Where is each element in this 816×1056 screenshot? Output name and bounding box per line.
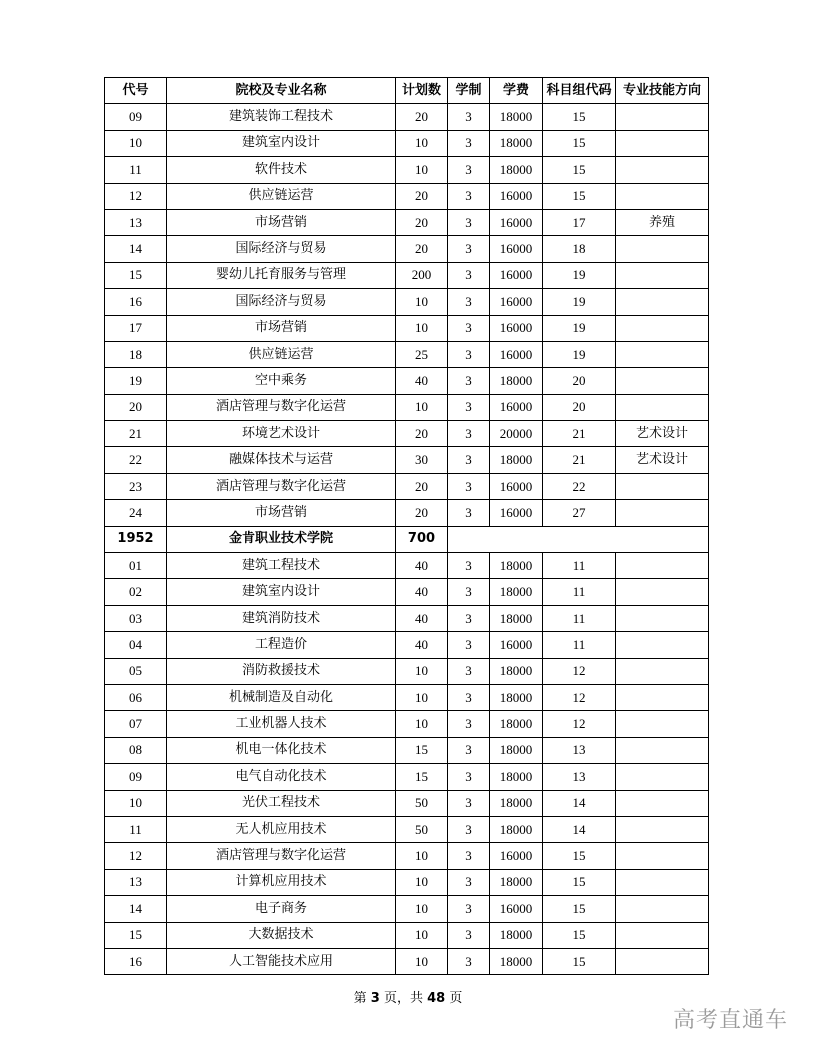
major-code: 13 [105,869,167,895]
major-group-code: 17 [543,209,616,235]
major-years: 3 [448,737,490,763]
major-code: 16 [105,289,167,315]
major-group-code: 27 [543,500,616,526]
major-code: 16 [105,948,167,974]
table-body [105,104,709,975]
major-fee: 18000 [490,447,543,473]
table-row [105,183,709,209]
major-years: 3 [448,922,490,948]
major-group-code: 21 [543,421,616,447]
major-years: 3 [448,473,490,499]
major-years: 3 [448,684,490,710]
major-fee: 16000 [490,236,543,262]
major-code: 07 [105,711,167,737]
major-code: 09 [105,764,167,790]
table-row [105,869,709,895]
table-row [105,922,709,948]
major-years: 3 [448,632,490,658]
table-row [105,394,709,420]
major-group-code: 11 [543,605,616,631]
major-years: 3 [448,289,490,315]
table-row [105,711,709,737]
major-skill-direction [616,764,709,790]
major-fee: 16000 [490,500,543,526]
major-fee: 18000 [490,816,543,842]
table-row [105,236,709,262]
major-years: 3 [448,394,490,420]
major-skill-direction [616,658,709,684]
major-plan: 10 [396,130,448,156]
header-years: 学制 [448,78,490,104]
major-group-code: 14 [543,790,616,816]
major-name: 计算机应用技术 [167,869,396,895]
major-skill-direction [616,289,709,315]
major-plan: 10 [396,289,448,315]
major-name: 市场营销 [167,500,396,526]
major-name: 工业机器人技术 [167,711,396,737]
table-row [105,262,709,288]
major-years: 3 [448,579,490,605]
major-years: 3 [448,209,490,235]
major-group-code: 11 [543,579,616,605]
major-plan: 10 [396,157,448,183]
major-name: 光伏工程技术 [167,790,396,816]
major-fee: 16000 [490,843,543,869]
major-fee: 18000 [490,658,543,684]
major-plan: 20 [396,104,448,130]
major-years: 3 [448,262,490,288]
major-years: 3 [448,447,490,473]
major-skill-direction [616,183,709,209]
major-group-code: 19 [543,289,616,315]
major-group-code: 15 [543,869,616,895]
major-fee: 18000 [490,684,543,710]
table-row [105,579,709,605]
major-skill-direction [616,896,709,922]
major-skill-direction [616,922,709,948]
major-years: 3 [448,130,490,156]
table-row [105,447,709,473]
major-years: 3 [448,869,490,895]
major-code: 01 [105,553,167,579]
major-plan: 30 [396,447,448,473]
major-skill-direction [616,790,709,816]
major-group-code: 21 [543,447,616,473]
major-name: 酒店管理与数字化运营 [167,473,396,499]
major-name: 市场营销 [167,315,396,341]
major-group-code: 12 [543,658,616,684]
major-code: 18 [105,341,167,367]
major-years: 3 [448,421,490,447]
major-years: 3 [448,605,490,631]
major-code: 12 [105,843,167,869]
major-fee: 16000 [490,289,543,315]
major-group-code: 19 [543,262,616,288]
major-years: 3 [448,843,490,869]
footer-middle: 页，共 [379,991,428,1006]
major-years: 3 [448,790,490,816]
major-group-code: 15 [543,183,616,209]
major-skill-direction [616,816,709,842]
major-name: 国际经济与贸易 [167,289,396,315]
major-code: 06 [105,684,167,710]
school-code: 1952 [105,526,167,552]
table-row [105,605,709,631]
major-skill-direction [616,157,709,183]
major-name: 国际经济与贸易 [167,236,396,262]
major-years: 3 [448,896,490,922]
major-skill-direction: 艺术设计 [616,421,709,447]
major-skill-direction [616,130,709,156]
major-name: 电子商务 [167,896,396,922]
major-fee: 16000 [490,209,543,235]
major-fee: 18000 [490,579,543,605]
major-group-code: 20 [543,368,616,394]
major-plan: 10 [396,896,448,922]
major-code: 13 [105,209,167,235]
table-row [105,790,709,816]
major-skill-direction [616,262,709,288]
table-row [105,737,709,763]
major-skill-direction [616,843,709,869]
major-code: 22 [105,447,167,473]
table-row [105,896,709,922]
major-group-code: 15 [543,922,616,948]
school-row [105,526,709,552]
major-code: 05 [105,658,167,684]
table-row [105,104,709,130]
major-name: 建筑室内设计 [167,130,396,156]
major-fee: 18000 [490,922,543,948]
major-name: 大数据技术 [167,922,396,948]
major-plan: 40 [396,632,448,658]
enrollment-plan-table [104,77,709,975]
major-fee: 18000 [490,104,543,130]
major-years: 3 [448,183,490,209]
major-name: 电气自动化技术 [167,764,396,790]
major-fee: 16000 [490,315,543,341]
major-plan: 40 [396,553,448,579]
major-name: 空中乘务 [167,368,396,394]
footer-total-pages: 48 [427,991,446,1006]
header-code: 代号 [105,78,167,104]
major-skill-direction [616,500,709,526]
header-name: 院校及专业名称 [167,78,396,104]
header-skill: 专业技能方向 [616,78,709,104]
major-name: 软件技术 [167,157,396,183]
major-fee: 18000 [490,553,543,579]
table-row [105,500,709,526]
table-row [105,658,709,684]
major-skill-direction [616,632,709,658]
major-years: 3 [448,368,490,394]
major-name: 机电一体化技术 [167,737,396,763]
footer-prefix: 第 [353,991,371,1006]
major-code: 11 [105,816,167,842]
major-fee: 18000 [490,869,543,895]
header-fee: 学费 [490,78,543,104]
major-group-code: 14 [543,816,616,842]
major-skill-direction [616,684,709,710]
major-skill-direction [616,473,709,499]
major-skill-direction [616,553,709,579]
header-group: 科目组代码 [543,78,616,104]
major-group-code: 19 [543,341,616,367]
table-row [105,553,709,579]
major-plan: 50 [396,790,448,816]
major-plan: 10 [396,315,448,341]
major-fee: 20000 [490,421,543,447]
major-code: 21 [105,421,167,447]
table-row [105,684,709,710]
major-code: 20 [105,394,167,420]
major-years: 3 [448,711,490,737]
major-name: 工程造价 [167,632,396,658]
major-code: 08 [105,737,167,763]
major-plan: 20 [396,473,448,499]
major-years: 3 [448,236,490,262]
major-fee: 16000 [490,262,543,288]
major-years: 3 [448,553,490,579]
major-code: 11 [105,157,167,183]
major-skill-direction [616,341,709,367]
major-plan: 10 [396,869,448,895]
major-group-code: 20 [543,394,616,420]
major-code: 03 [105,605,167,631]
major-skill-direction [616,394,709,420]
major-skill-direction [616,948,709,974]
major-group-code: 19 [543,315,616,341]
major-skill-direction [616,711,709,737]
major-fee: 16000 [490,183,543,209]
major-name: 酒店管理与数字化运营 [167,394,396,420]
major-name: 市场营销 [167,209,396,235]
major-skill-direction [616,236,709,262]
major-fee: 18000 [490,605,543,631]
major-fee: 16000 [490,341,543,367]
major-plan: 20 [396,236,448,262]
major-years: 3 [448,157,490,183]
major-code: 15 [105,922,167,948]
table-header-row [105,78,709,104]
major-code: 14 [105,236,167,262]
major-fee: 16000 [490,394,543,420]
major-group-code: 15 [543,948,616,974]
major-years: 3 [448,658,490,684]
major-code: 14 [105,896,167,922]
major-plan: 40 [396,368,448,394]
major-plan: 200 [396,262,448,288]
major-years: 3 [448,104,490,130]
major-skill-direction [616,605,709,631]
major-name: 供应链运营 [167,341,396,367]
major-plan: 25 [396,341,448,367]
major-plan: 15 [396,737,448,763]
major-code: 09 [105,104,167,130]
major-skill-direction [616,104,709,130]
major-group-code: 15 [543,104,616,130]
major-name: 机械制造及自动化 [167,684,396,710]
major-group-code: 15 [543,896,616,922]
major-group-code: 13 [543,764,616,790]
major-skill-direction [616,315,709,341]
table-row [105,843,709,869]
major-name: 人工智能技术应用 [167,948,396,974]
major-plan: 20 [396,183,448,209]
major-years: 3 [448,341,490,367]
major-code: 23 [105,473,167,499]
major-fee: 18000 [490,948,543,974]
table-row [105,764,709,790]
major-name: 建筑装饰工程技术 [167,104,396,130]
major-fee: 16000 [490,632,543,658]
major-name: 融媒体技术与运营 [167,447,396,473]
header-plan: 计划数 [396,78,448,104]
major-group-code: 11 [543,632,616,658]
major-plan: 20 [396,421,448,447]
major-plan: 10 [396,922,448,948]
table-row [105,341,709,367]
table-row [105,473,709,499]
table-row [105,130,709,156]
major-skill-direction: 艺术设计 [616,447,709,473]
major-plan: 10 [396,711,448,737]
major-code: 12 [105,183,167,209]
major-name: 建筑室内设计 [167,579,396,605]
major-fee: 18000 [490,368,543,394]
major-code: 19 [105,368,167,394]
major-group-code: 15 [543,843,616,869]
major-plan: 10 [396,684,448,710]
major-plan: 10 [396,948,448,974]
major-group-code: 22 [543,473,616,499]
table-row [105,368,709,394]
major-code: 15 [105,262,167,288]
table-row [105,948,709,974]
major-plan: 10 [396,394,448,420]
major-name: 无人机应用技术 [167,816,396,842]
major-code: 02 [105,579,167,605]
major-plan: 40 [396,579,448,605]
major-group-code: 15 [543,157,616,183]
major-plan: 10 [396,843,448,869]
table-row [105,632,709,658]
major-plan: 20 [396,500,448,526]
major-group-code: 18 [543,236,616,262]
major-name: 建筑消防技术 [167,605,396,631]
major-group-code: 12 [543,684,616,710]
footer-page-number: 3 [370,991,380,1006]
table-row [105,421,709,447]
major-code: 10 [105,790,167,816]
table-row [105,157,709,183]
major-fee: 18000 [490,790,543,816]
major-years: 3 [448,948,490,974]
major-code: 24 [105,500,167,526]
major-skill-direction [616,368,709,394]
major-skill-direction [616,579,709,605]
table-row [105,209,709,235]
major-plan: 10 [396,658,448,684]
major-fee: 18000 [490,764,543,790]
major-group-code: 15 [543,130,616,156]
major-name: 婴幼儿托育服务与管理 [167,262,396,288]
table-row [105,315,709,341]
major-fee: 16000 [490,896,543,922]
watermark: 高考直通车 [672,1008,788,1033]
major-fee: 18000 [490,737,543,763]
major-group-code: 11 [543,553,616,579]
major-plan: 50 [396,816,448,842]
major-name: 环境艺术设计 [167,421,396,447]
major-group-code: 13 [543,737,616,763]
major-name: 酒店管理与数字化运营 [167,843,396,869]
school-plan-total: 700 [396,526,448,552]
footer-suffix: 页 [445,991,463,1006]
major-years: 3 [448,315,490,341]
major-skill-direction [616,737,709,763]
major-code: 10 [105,130,167,156]
major-fee: 18000 [490,711,543,737]
major-years: 3 [448,764,490,790]
major-years: 3 [448,500,490,526]
table-row [105,289,709,315]
major-plan: 40 [396,605,448,631]
major-years: 3 [448,816,490,842]
major-fee: 16000 [490,473,543,499]
major-fee: 18000 [490,130,543,156]
major-name: 消防救援技术 [167,658,396,684]
school-name: 金肯职业技术学院 [167,526,396,552]
major-code: 04 [105,632,167,658]
major-fee: 18000 [490,157,543,183]
major-code: 17 [105,315,167,341]
major-plan: 20 [396,209,448,235]
major-name: 建筑工程技术 [167,553,396,579]
major-skill-direction: 养殖 [616,209,709,235]
major-skill-direction [616,869,709,895]
table-row [105,816,709,842]
school-row-blank [448,526,709,552]
major-plan: 15 [396,764,448,790]
major-name: 供应链运营 [167,183,396,209]
major-group-code: 12 [543,711,616,737]
